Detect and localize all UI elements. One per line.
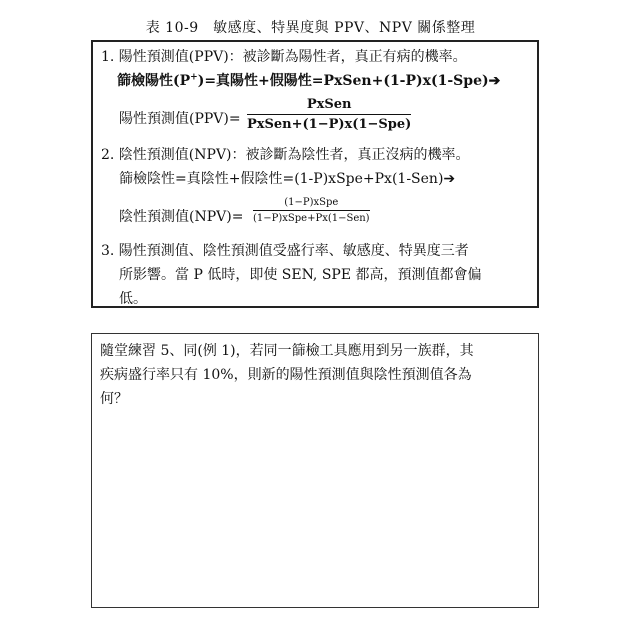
exercise-line1: 隨堂練習 5、同(例 1)，若同一篩檢工具應用到另一族群，其 [100,343,474,359]
exercise-line2: 疾病盛行率只有 10%，則新的陽性預測值與陰性預測值各為 [100,367,472,383]
ppv-numerator: PxSen [247,97,411,115]
npv-fraction [253,197,370,224]
exercise-line3: 何？ [100,391,128,407]
item2-heading: 2. 陰性預測值(NPV)：被診斷為陰性者，真正沒病的機率。 [101,147,470,163]
summary-box [91,40,539,308]
ppv-fraction [247,97,411,132]
table-title: 表 10-9 敏感度、特異度與 PPV、NPV 關係整理 [145,20,476,36]
item2-screen-negative [119,168,455,188]
arrow-icon: ➔ [443,171,456,187]
item1-heading: 1. 陽性預測值(PPV)：被診斷為陽性者，真正有病的機率。 [101,49,467,65]
item3-line1: 3. 陽性預測值、陰性預測值受盛行率、敏感度、特異度三者 [101,243,469,259]
ppv-formula-label: 陽性預測值(PPV)= [119,111,241,127]
ppv-denominator: PxSen+(1−P)x(1−Spe) [247,117,412,132]
npv-formula-label: 陰性預測值(NPV)= [119,209,244,225]
item1-screen-positive [117,70,500,90]
arrow-icon: ➔ [488,73,501,89]
exercise-box [91,333,539,608]
item3-line3: 低。 [119,291,147,307]
npv-denominator: (1−P)xSpe+Px(1−Sen) [253,213,370,224]
item1-screen-sup: + [190,72,198,83]
item3-line2: 所影響。當 P 低時，即使 SEN, SPE 都高，預測值都會偏 [119,267,482,283]
item1-screen-rest: )=真陽性+假陽性=PxSen+(1-P)x(1-Spe) [197,73,489,89]
npv-numerator: (1−P)xSpe [253,197,370,211]
item1-screen-prefix: 篩檢陽性(P [117,73,191,89]
item2-screen: 篩檢陰性=真陰性+假陰性=(1-P)xSpe+Px(1-Sen) [119,171,444,187]
